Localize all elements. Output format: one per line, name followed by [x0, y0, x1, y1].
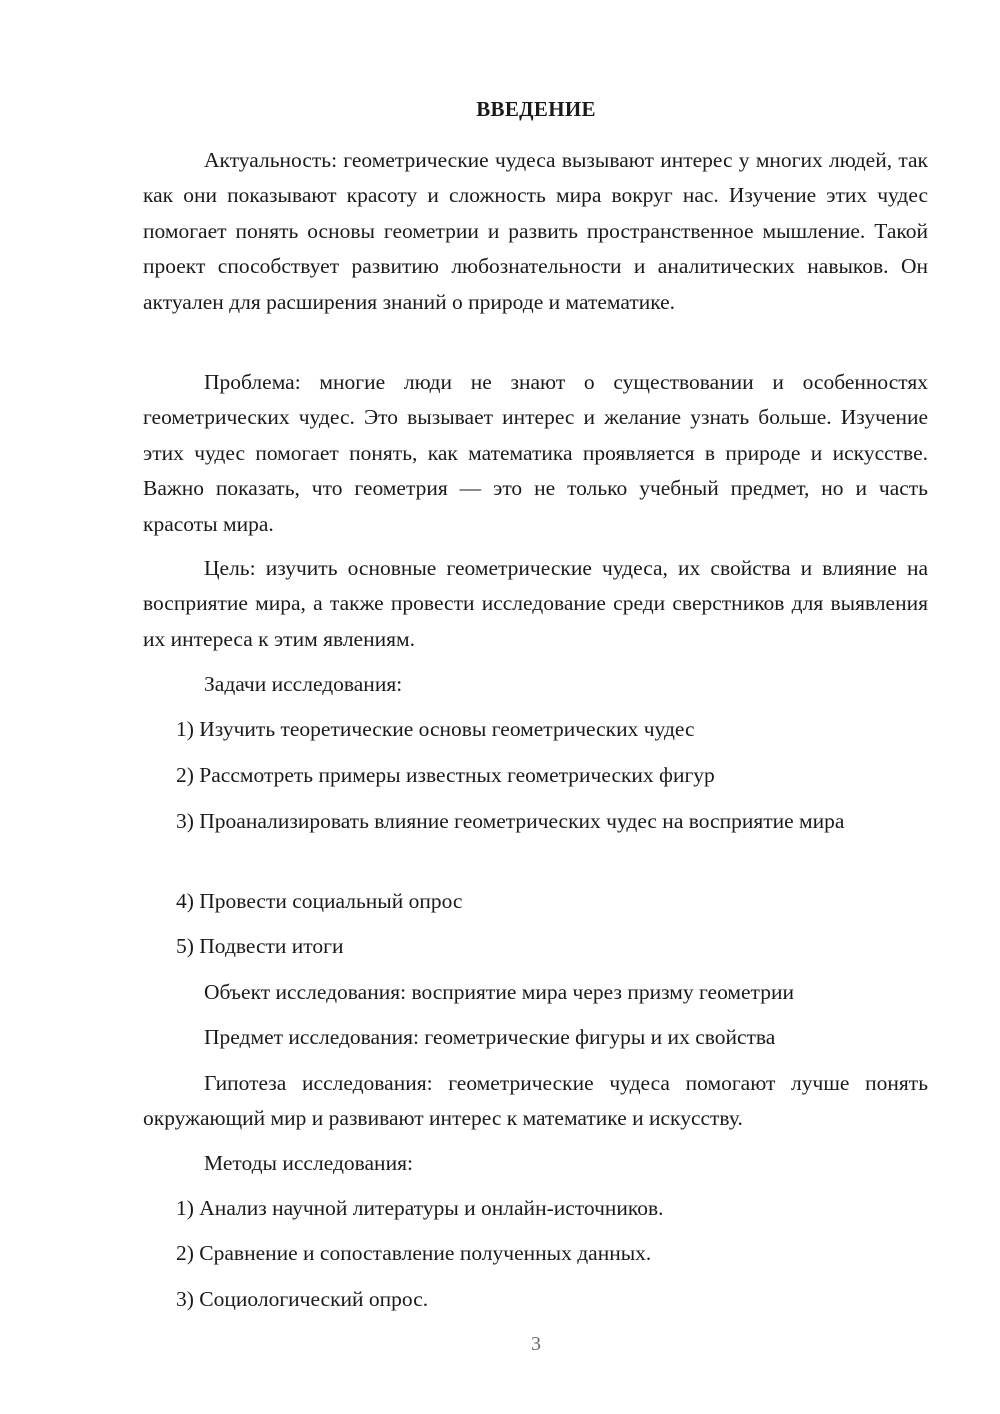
- page-number: 3: [531, 1333, 541, 1355]
- hypothesis-paragraph: Гипотеза исследования: геометрические чудеса помогают лучше понять окружающий мир и развивают интерес к математике и искусству.: [143, 1071, 928, 1131]
- task-item-5: 5) Подвести итоги: [176, 934, 344, 958]
- method-item-2: 2) Сравнение и сопоставление полученных данных.: [176, 1241, 652, 1265]
- tasks-heading: Задачи исследования:: [204, 672, 403, 696]
- task-item-3: 3) Проанализировать влияние геометрических чудес на восприятие мира: [176, 809, 845, 833]
- method-item-3: 3) Социологический опрос.: [176, 1287, 429, 1311]
- page-title: ВВЕДЕНИЕ: [476, 97, 596, 121]
- method-item-1: 1) Анализ научной литературы и онлайн-источников.: [176, 1196, 664, 1220]
- problem-paragraph: Проблема: многие люди не знают о существовании и особенностях геометрических чудес. Это вызывает интерес и желание узнать больше. Изучение этих чудес помогает понять, как математика проявляется в природе и искусстве. Важно показать, что геометрия — это не только учебный предмет, но и часть красоты мира.: [143, 370, 928, 536]
- relevance-paragraph: Актуальность: геометрические чудеса вызывают интерес у многих людей, так как они показывают красоту и сложность мира вокруг нас. Изучение этих чудес помогает понять основы геометрии и развить пространственное мышление. Такой проект способствует развитию любознательности и аналитических навыков. Он актуален для расширения знаний о природе и математике.: [143, 148, 928, 314]
- goal-paragraph: Цель: изучить основные геометрические чудеса, их свойства и влияние на восприятие мира, а также провести исследование среди сверстников для выявления их интереса к этим явлениям.: [143, 556, 928, 651]
- methods-heading: Методы исследования:: [204, 1151, 413, 1175]
- task-item-2: 2) Рассмотреть примеры известных геометрических фигур: [176, 763, 715, 787]
- task-item-4: 4) Провести социальный опрос: [176, 889, 463, 913]
- subject-paragraph: Предмет исследования: геометрические фигуры и их свойства: [204, 1025, 776, 1049]
- task-item-1: 1) Изучить теоретические основы геометрических чудес: [176, 717, 695, 741]
- object-paragraph: Объект исследования: восприятие мира через призму геометрии: [204, 980, 794, 1004]
